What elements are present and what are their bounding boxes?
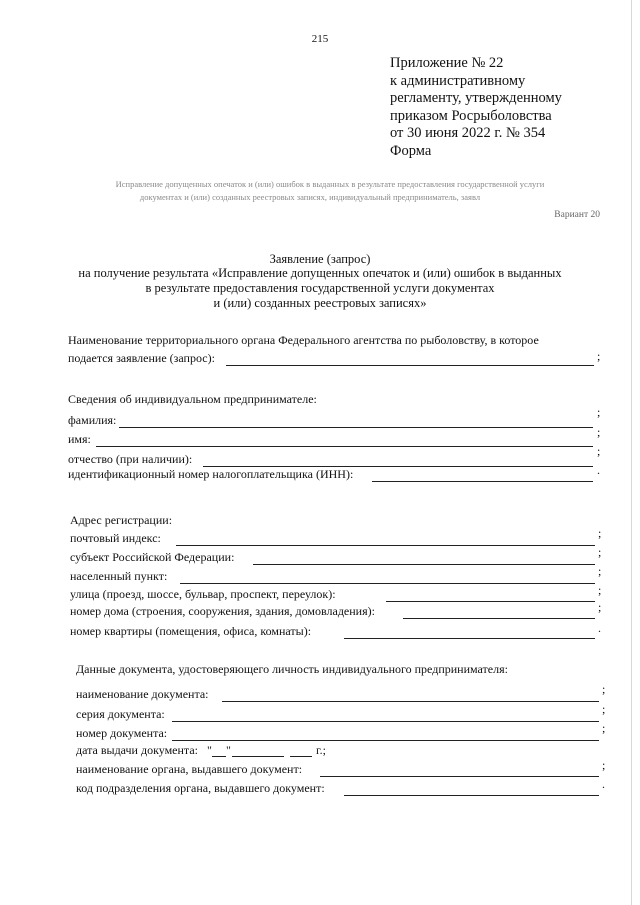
semicolon: ; (602, 758, 606, 772)
region-label: субъект Российской Федерации: (70, 550, 235, 564)
semicolon: ; (598, 545, 602, 559)
doc-name-label: наименование документа: (76, 687, 209, 701)
appendix-line: приказом Росрыболовства (390, 107, 552, 124)
division-code-label: код подразделения органа, выдавшего документ: (76, 781, 325, 795)
appendix-line: к административному (390, 72, 526, 89)
scan-edge (631, 0, 632, 905)
quote-open: " (207, 743, 212, 757)
number-label: номер документа: (76, 726, 168, 740)
surname-label: фамилия: (68, 413, 117, 427)
semicolon: ; (598, 600, 602, 614)
name-label: имя: (68, 432, 91, 446)
page-number: 215 (311, 33, 329, 45)
semicolon: ; (602, 682, 606, 696)
name-input-line[interactable] (96, 446, 593, 447)
house-label: номер дома (строения, сооружения, здания, домовладения): (70, 604, 375, 618)
period: . (598, 621, 601, 635)
issuer-label: наименование органа, выдавшего документ: (76, 762, 303, 776)
semicolon: ; (597, 425, 601, 439)
period: . (597, 463, 600, 477)
appendix-line: Приложение № 22 (390, 55, 504, 71)
surname-input-line[interactable] (119, 427, 593, 428)
agency-label: Наименование территориального органа Федерального агентства по рыболовству, в которое (68, 333, 539, 347)
street-input-line[interactable] (386, 601, 595, 602)
semicolon: ; (597, 405, 601, 419)
locality-label: населенный пункт: (70, 569, 168, 583)
semicolon: ; (597, 349, 601, 363)
issue-day-input-line[interactable] (212, 756, 226, 757)
house-input-line[interactable] (403, 618, 595, 619)
locality-input-line[interactable] (180, 583, 595, 584)
issue-month-input-line[interactable] (232, 756, 284, 757)
form-label: Форма (390, 142, 432, 159)
issue-year-input-line[interactable] (290, 756, 312, 757)
subject-header-line2: документах и (или) созданных реестровых записях, индивидуальный предприниматель, заявл (139, 192, 481, 202)
inn-label: идентификационный номер налогоплательщика (ИНН): (68, 467, 354, 481)
address-heading: Адрес регистрации: (70, 513, 173, 527)
entrepreneur-heading: Сведения об индивидуальном предпринимателе: (68, 392, 317, 406)
series-label: серия документа: (76, 707, 165, 721)
semicolon: ; (597, 444, 601, 458)
form-title: Заявление (запрос) (269, 252, 371, 266)
variant-label: Вариант 20 (554, 210, 600, 220)
issuer-input-line[interactable] (320, 776, 599, 777)
doc-name-input-line[interactable] (222, 701, 599, 702)
semicolon: ; (598, 526, 602, 540)
subject-header-line1: Исправление допущенных опечаток и (или) ошибок в выданных в результате предоставления государственной услуги (115, 179, 545, 189)
apartment-input-line[interactable] (344, 638, 595, 639)
form-subtitle-line2: в результате предоставления государственной услуги документах (145, 281, 495, 295)
series-input-line[interactable] (172, 721, 599, 722)
semicolon: ; (602, 702, 606, 716)
agency-input-line[interactable] (226, 365, 594, 366)
division-code-input-line[interactable] (344, 795, 599, 796)
semicolon: ; (598, 583, 602, 597)
form-subtitle-line1: на получение результата «Исправление допущенных опечаток и (или) ошибок в выданных (78, 266, 562, 280)
postal-code-input-line[interactable] (176, 545, 595, 546)
street-label: улица (проезд, шоссе, бульвар, проспект, переулок): (70, 587, 336, 601)
region-input-line[interactable] (253, 564, 595, 565)
appendix-block (390, 55, 562, 160)
postal-code-label: почтовый индекс: (70, 531, 161, 545)
agency-label-cont: подается заявление (запрос): (68, 351, 215, 365)
number-input-line[interactable] (172, 740, 599, 741)
apartment-label: номер квартиры (помещения, офиса, комнаты): (70, 624, 312, 638)
inn-input-line[interactable] (372, 481, 593, 482)
semicolon: ; (602, 721, 606, 735)
year-suffix: г.; (316, 743, 326, 757)
patronymic-label: отчество (при наличии): (68, 452, 193, 466)
form-subtitle-line3: и (или) созданных реестровых записях» (213, 296, 427, 310)
period: . (602, 777, 605, 791)
semicolon: ; (598, 564, 602, 578)
document-heading: Данные документа, удостоверяющего личность индивидуального предпринимателя: (76, 662, 508, 676)
appendix-line: регламенту, утвержденному (390, 90, 562, 106)
quote-close: " (226, 743, 231, 757)
appendix-line: от 30 июня 2022 г. № 354 (390, 125, 546, 141)
issue-date-label: дата выдачи документа: (76, 743, 198, 757)
